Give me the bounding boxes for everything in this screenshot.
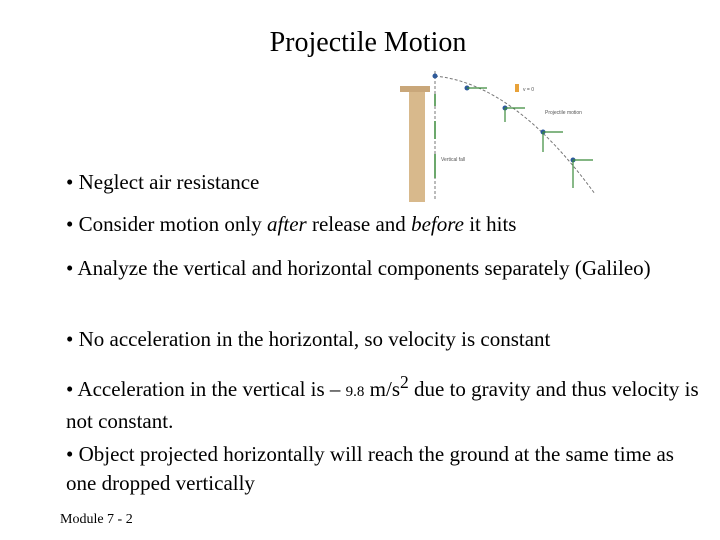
unit-exponent: 2 [400, 372, 409, 392]
tower-post [409, 92, 425, 202]
bullet-text: • Consider motion only [66, 212, 268, 236]
gravity-unit: m/s [364, 377, 401, 401]
horizontal-velocity-arrows [467, 88, 593, 160]
bullet-same-time: • Object projected horizontally will reach the ground at the same time as one dropped vertically [66, 442, 674, 495]
projectile-path [435, 76, 595, 194]
slide-footer: Module 7 - 2 [60, 512, 133, 527]
bullet-text: release and [306, 212, 412, 236]
slide-title: Projectile Motion [269, 27, 467, 58]
legend-marker [515, 84, 519, 92]
freefall-label: Vertical fall [441, 157, 466, 163]
projectile-diagram [395, 66, 620, 206]
projectile-vertical-arrows [505, 108, 573, 188]
legend-label: v = 0 [523, 87, 534, 93]
gravity-value: 9.8 [345, 384, 365, 400]
bullet-vertical-acceleration [66, 368, 706, 436]
bullet-analyze-components: • Analyze the vertical and horizontal components separately (Galileo) [66, 256, 651, 280]
projectile-balls [433, 74, 576, 163]
bullet-text: it hits [463, 212, 517, 236]
emphasis-after: after [267, 212, 307, 236]
tower-top [400, 86, 430, 92]
bullet-horizontal-acceleration: • No acceleration in the horizontal, so velocity is constant [66, 327, 551, 351]
bullet-text: due to gravity and thus velocity is not constant. [66, 377, 699, 433]
bullet-consider-motion [66, 210, 706, 239]
emphasis-before: before [411, 212, 464, 236]
projectile-label: Projectile motion [545, 110, 582, 116]
bullet-text: • Acceleration in the vertical is – [66, 377, 346, 401]
bullet-air-resistance: • Neglect air resistance [66, 170, 260, 194]
